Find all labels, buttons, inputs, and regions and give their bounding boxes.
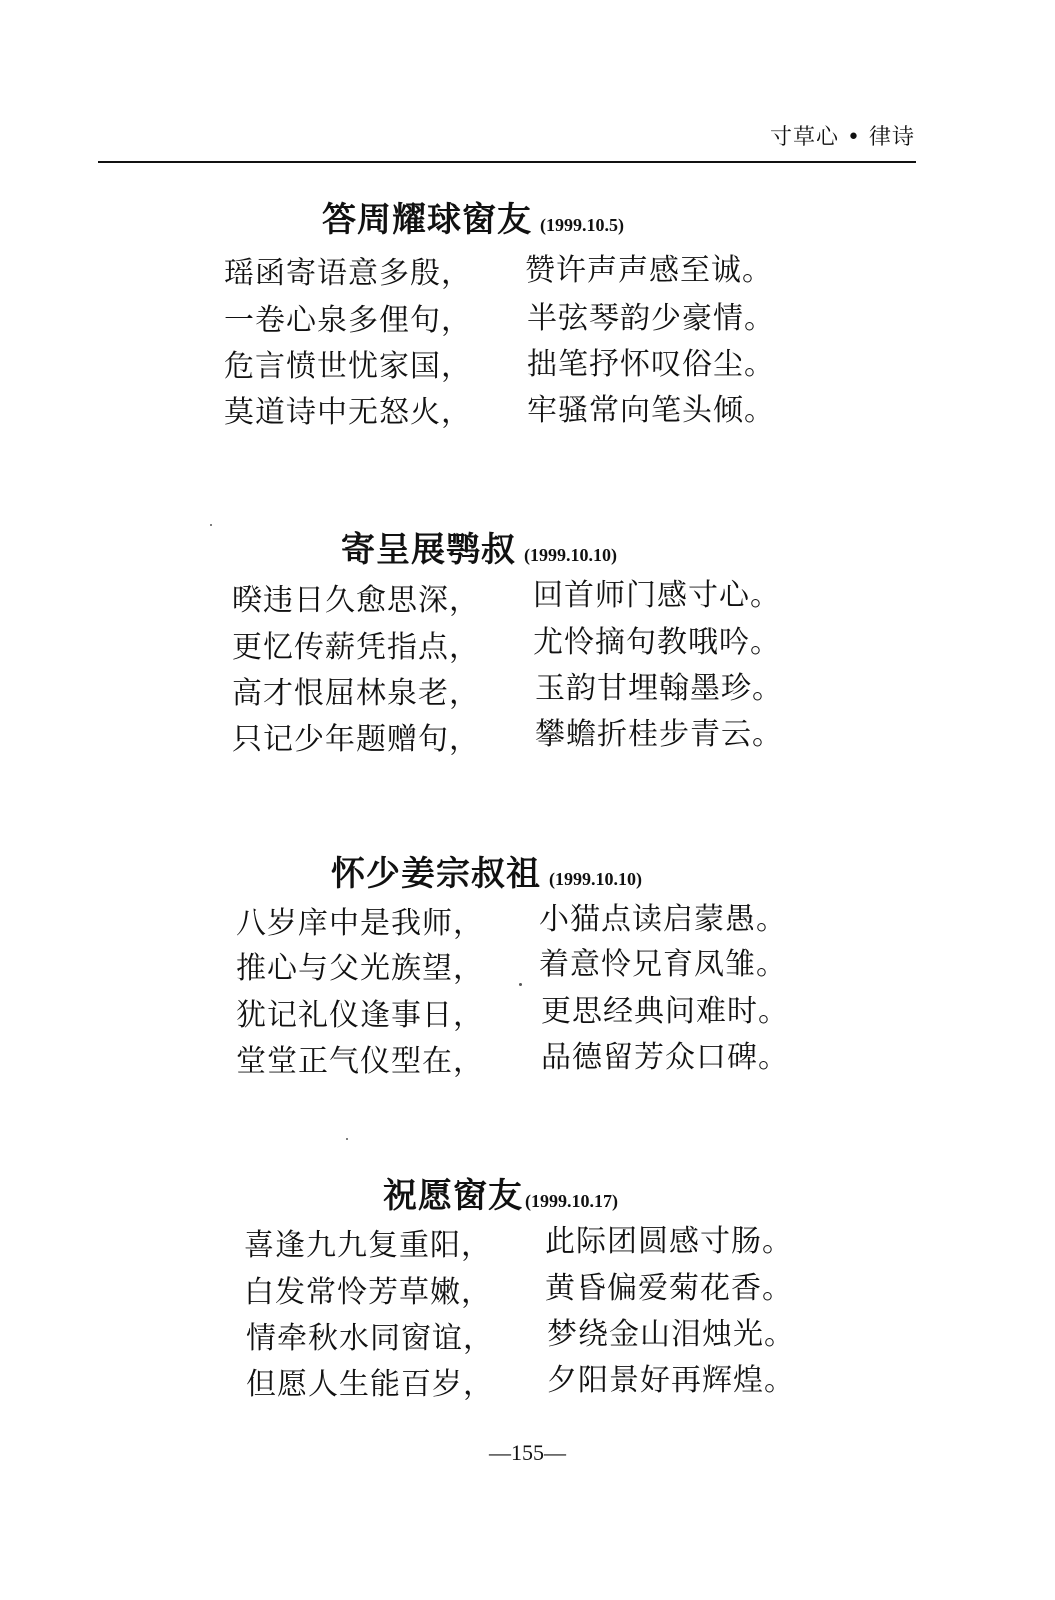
scan-speck (519, 983, 522, 986)
running-head: 寸草心 • 律诗 (770, 125, 915, 150)
poem-line-left: 一卷心泉多俚句， (224, 303, 472, 338)
poem-line-right: 牢骚常向笔头倾。 (527, 393, 775, 428)
poem-date: (1999.10.10) (549, 869, 642, 889)
poem-line-right: 赞许声声感至诚。 (525, 253, 773, 288)
poem-title-row (331, 846, 642, 895)
poem-title: 答周耀球窗友 (322, 200, 532, 240)
poem-line-right: 更思经典问难时。 (541, 994, 789, 1029)
poem-line-right: 拙笔抒怀叹俗尘。 (527, 347, 775, 382)
poem-line-right: 夕阳景好再辉煌。 (547, 1363, 795, 1398)
poem-title: 祝愿窗友 (383, 1176, 523, 1216)
poem-line-left: 白发常怜芳草嫩， (244, 1275, 492, 1310)
poem-line-left: 情牵秋水同窗谊， (246, 1321, 494, 1356)
scan-speck (210, 524, 212, 526)
poem-line-left: 危言愤世忧家国， (224, 349, 472, 384)
poem-line-left: 高才恨屈林泉老， (232, 676, 480, 711)
poem-line-left: 犹记礼仪逢事日， (236, 998, 484, 1033)
poem-title: 寄呈展鹗叔 (341, 530, 516, 570)
scan-speck (346, 1138, 348, 1140)
poem-line-right: 玉韵甘埋翰墨珍。 (535, 671, 783, 706)
poem-title-row (322, 192, 624, 241)
poem-line-left: 莫道诗中无怒火， (224, 395, 472, 430)
poem-line-left: 八岁庠中是我师， (236, 906, 484, 941)
poem-line-left: 瑶函寄语意多殷， (224, 256, 472, 291)
poem-line-left: 但愿人生能百岁， (246, 1367, 494, 1402)
poem-title-row (341, 522, 617, 571)
header-rule (98, 161, 916, 163)
poem-line-right: 半弦琴韵少豪情。 (527, 301, 775, 336)
poem-line-right: 尤怜摘句教哦吟。 (533, 625, 781, 660)
poem-date: (1999.10.5) (540, 215, 624, 235)
poem-line-right: 黄昏偏爱菊花香。 (545, 1271, 793, 1306)
poem-line-left: 推心与父光族望， (236, 951, 484, 986)
poem-date: (1999.10.10) (524, 545, 617, 565)
poem-line-left: 堂堂正气仪型在， (236, 1044, 484, 1079)
poem-date: (1999.10.17) (525, 1191, 618, 1211)
poem-line-left: 更忆传薪凭指点， (232, 630, 480, 665)
poem-line-right: 攀蟾折桂步青云。 (535, 717, 783, 752)
page-number: —155— (489, 1440, 566, 1465)
poem-line-right: 品德留芳众口碑。 (541, 1040, 789, 1075)
poem-line-right: 梦绕金山泪烛光。 (547, 1317, 795, 1352)
poem-line-left: 暌违日久愈思深， (232, 583, 480, 618)
poem-title: 怀少姜宗叔祖 (331, 854, 541, 894)
poem-line-right: 小猫点读启蒙愚。 (539, 902, 787, 937)
poem-line-right: 回首师门感寸心。 (533, 578, 781, 613)
poem-line-left: 喜逢九九复重阳， (244, 1228, 492, 1263)
poem-line-right: 此际团圆感寸肠。 (545, 1224, 793, 1259)
poem-line-right: 着意怜兄育凤雏。 (539, 947, 787, 982)
poem-line-left: 只记少年题赠句， (232, 722, 480, 757)
poem-title-row (383, 1168, 618, 1217)
